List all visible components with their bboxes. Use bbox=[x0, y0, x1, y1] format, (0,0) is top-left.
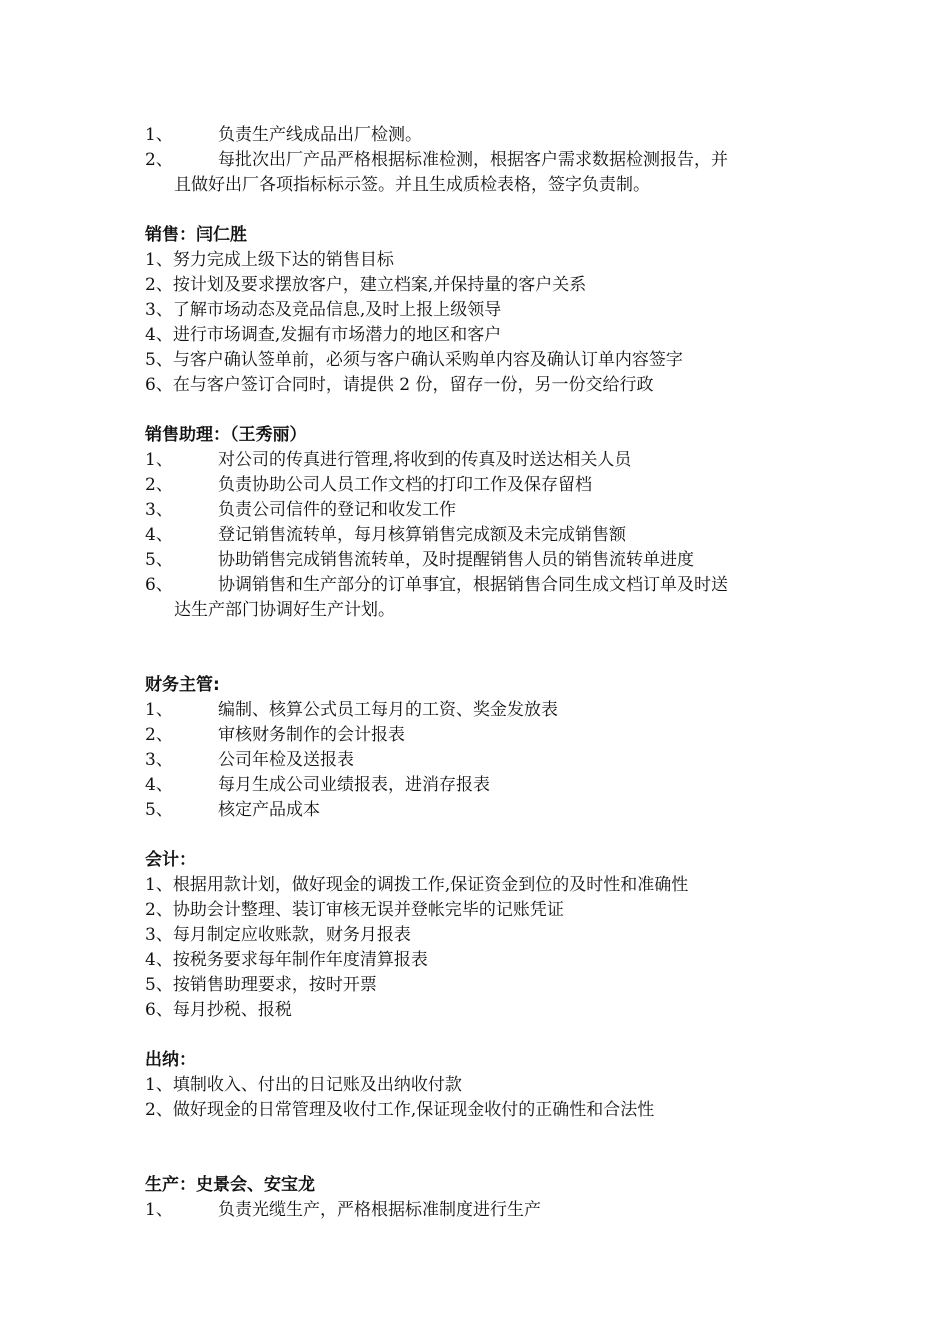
production-item-1 bbox=[145, 1198, 805, 1223]
finance-item-5 bbox=[145, 798, 805, 823]
accounting-heading: 会计： bbox=[145, 850, 196, 870]
assistant-item-6-continuation: 达生产部门协调好生产计划。 bbox=[174, 600, 395, 620]
item-number: 2、 bbox=[145, 725, 173, 745]
cashier-heading: 出纳： bbox=[145, 1050, 196, 1070]
item-text: 负责光缆生产，严格根据标准制度进行生产 bbox=[218, 1200, 541, 1220]
item-number: 1、 bbox=[145, 1200, 173, 1220]
item-text: 每月生成公司业绩报表，进消存报表 bbox=[218, 775, 490, 795]
finance-item-3 bbox=[145, 748, 805, 773]
assistant-item-4 bbox=[145, 523, 805, 548]
item-text: 负责公司信件的登记和收发工作 bbox=[218, 500, 456, 520]
item-number: 2、 bbox=[145, 150, 173, 170]
accounting-item: 5、按销售助理要求，按时开票 bbox=[145, 975, 377, 995]
finance-item-2 bbox=[145, 723, 805, 748]
sales-heading: 销售：闫仁胜 bbox=[145, 225, 247, 245]
cashier-item: 1、填制收入、付出的日记账及出纳收付款 bbox=[145, 1075, 462, 1095]
finance-heading: 财务主管: bbox=[145, 675, 220, 695]
sales-item: 4、进行市场调查,发掘有市场潜力的地区和客户 bbox=[145, 325, 502, 345]
item-number: 1、 bbox=[145, 125, 173, 145]
finance-item-4 bbox=[145, 773, 805, 798]
production-heading: 生产：史景会、安宝龙 bbox=[145, 1175, 315, 1195]
sales-item: 5、与客户确认签单前，必须与客户确认采购单内容及确认订单内容签字 bbox=[145, 350, 683, 370]
assistant-item-5 bbox=[145, 548, 805, 573]
item-number: 3、 bbox=[145, 750, 173, 770]
item-text: 编制、核算公式员工每月的工资、奖金发放表 bbox=[218, 700, 558, 720]
assistant-heading: 销售助理：（王秀丽） bbox=[145, 425, 307, 445]
assistant-item-2 bbox=[145, 473, 805, 498]
assistant-item-6 bbox=[145, 573, 805, 598]
sales-item: 1、努力完成上级下达的销售目标 bbox=[145, 250, 394, 270]
item-number: 5、 bbox=[145, 550, 173, 570]
item-text: 审核财务制作的会计报表 bbox=[218, 725, 405, 745]
intro-item-2-continuation: 且做好出厂各项指标标示签。并且生成质检表格，签字负责制。 bbox=[174, 175, 650, 195]
accounting-item: 2、协助会计整理、装订审核无误并登帐完毕的记账凭证 bbox=[145, 900, 564, 920]
item-text: 负责协助公司人员工作文档的打印工作及保存留档 bbox=[218, 475, 592, 495]
item-number: 5、 bbox=[145, 800, 173, 820]
accounting-item: 1、根据用款计划，做好现金的调拨工作,保证资金到位的及时性和准确性 bbox=[145, 875, 689, 895]
finance-item-1 bbox=[145, 698, 805, 723]
item-text: 登记销售流转单，每月核算销售完成额及未完成销售额 bbox=[218, 525, 626, 545]
item-text: 核定产品成本 bbox=[218, 800, 320, 820]
sales-item: 2、按计划及要求摆放客户，建立档案,并保持量的客户关系 bbox=[145, 275, 587, 295]
assistant-item-1 bbox=[145, 448, 805, 473]
intro-item-2 bbox=[145, 148, 805, 173]
item-text: 每批次出厂产品严格根据标准检测，根据客户需求数据检测报告，并 bbox=[218, 150, 728, 170]
item-number: 4、 bbox=[145, 775, 173, 795]
accounting-item: 4、按税务要求每年制作年度清算报表 bbox=[145, 950, 428, 970]
sales-item: 6、在与客户签订合同时，请提供 2 份，留存一份，另一份交给行政 bbox=[145, 375, 654, 395]
item-number: 4、 bbox=[145, 525, 173, 545]
intro-item-1 bbox=[145, 123, 805, 148]
cashier-item: 2、做好现金的日常管理及收付工作,保证现金收付的正确性和合法性 bbox=[145, 1100, 655, 1120]
item-text: 协助销售完成销售流转单，及时提醒销售人员的销售流转单进度 bbox=[218, 550, 694, 570]
item-number: 6、 bbox=[145, 575, 173, 595]
item-number: 2、 bbox=[145, 475, 173, 495]
assistant-item-3 bbox=[145, 498, 805, 523]
item-text: 负责生产线成品出厂检测。 bbox=[218, 125, 422, 145]
item-number: 3、 bbox=[145, 500, 173, 520]
item-number: 1、 bbox=[145, 700, 173, 720]
document-body bbox=[145, 123, 805, 1223]
item-text: 协调销售和生产部分的订单事宜，根据销售合同生成文档订单及时送 bbox=[218, 575, 728, 595]
item-text: 公司年检及送报表 bbox=[218, 750, 354, 770]
item-text: 对公司的传真进行管理,将收到的传真及时送达相关人员 bbox=[218, 450, 632, 470]
sales-item: 3、了解市场动态及竞品信息,及时上报上级领导 bbox=[145, 300, 502, 320]
accounting-item: 3、每月制定应收账款，财务月报表 bbox=[145, 925, 411, 945]
item-number: 1、 bbox=[145, 450, 173, 470]
accounting-item: 6、每月抄税、报税 bbox=[145, 1000, 292, 1020]
